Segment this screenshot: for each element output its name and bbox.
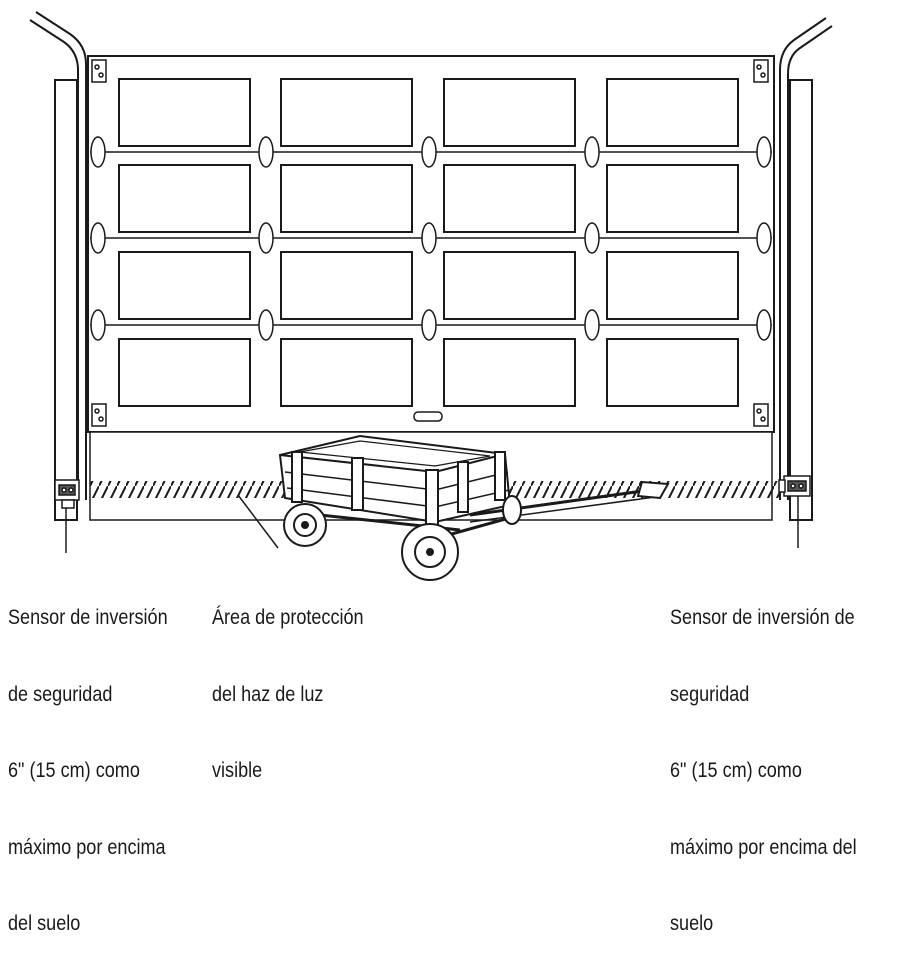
- hinge: [259, 137, 273, 167]
- roller-bracket: [92, 404, 106, 426]
- window-panel: [444, 339, 575, 406]
- window-panel: [119, 79, 250, 146]
- window-panel: [119, 252, 250, 319]
- wagon-wheel-rear: [284, 504, 326, 546]
- window-panel: [444, 252, 575, 319]
- hinge: [585, 137, 599, 167]
- hinge: [757, 137, 771, 167]
- bolt: [757, 409, 761, 413]
- caption-line: 6" (15 cm) como: [670, 759, 802, 782]
- window-panel: [607, 79, 738, 146]
- caption-line: Área de protección: [212, 606, 364, 629]
- window-panel: [607, 252, 738, 319]
- window-panel: [119, 339, 250, 406]
- hinge: [585, 223, 599, 253]
- window-panel: [281, 339, 412, 406]
- window-panel: [281, 252, 412, 319]
- window-panel: [119, 165, 250, 232]
- hinge: [422, 223, 436, 253]
- caption-line: Sensor de inversión de: [670, 606, 855, 629]
- window-panel: [281, 79, 412, 146]
- hinge: [259, 223, 273, 253]
- hinge: [757, 310, 771, 340]
- hinge: [91, 310, 105, 340]
- window-panel: [444, 79, 575, 146]
- wagon-wheel-front: [402, 524, 458, 580]
- right-sensor-caption: [670, 554, 857, 962]
- roller-bracket: [92, 60, 106, 82]
- door-handle: [414, 412, 442, 421]
- bolt: [761, 73, 765, 77]
- bolt: [99, 73, 103, 77]
- caption-line: visible: [212, 759, 263, 782]
- caption-line: de seguridad: [8, 682, 113, 706]
- hinge: [259, 310, 273, 340]
- right-safety-sensor: [779, 476, 810, 496]
- wagon-wheel-front-right: [503, 496, 521, 524]
- caption-line: máximo por encima: [8, 835, 166, 859]
- hinge: [422, 137, 436, 167]
- caption-line: máximo por encima del: [670, 835, 857, 859]
- caption-line: del suelo: [8, 912, 81, 935]
- bolt: [761, 417, 765, 421]
- hinge: [422, 310, 436, 340]
- left-jamb: [55, 80, 77, 520]
- hinge: [91, 223, 105, 253]
- hinge: [757, 223, 771, 253]
- hinge: [585, 310, 599, 340]
- bolt: [757, 65, 761, 69]
- window-panel: [607, 339, 738, 406]
- window-panel: [607, 165, 738, 232]
- roller-bracket: [754, 404, 768, 426]
- caption-line: 6" (15 cm) como: [8, 759, 140, 782]
- left-sensor-caption: [8, 554, 168, 962]
- caption-line: seguridad: [670, 682, 750, 706]
- hinge: [91, 137, 105, 167]
- roller-bracket: [754, 60, 768, 82]
- caption-line: del haz de luz: [212, 682, 324, 706]
- window-panel: [281, 165, 412, 232]
- caption-line: suelo: [670, 912, 714, 935]
- beam-area-caption: [212, 554, 364, 809]
- bolt: [99, 417, 103, 421]
- window-panel: [444, 165, 575, 232]
- caption-line: Sensor de inversión: [8, 606, 168, 629]
- bolt: [95, 65, 99, 69]
- right-jamb: [790, 80, 812, 520]
- bolt: [95, 409, 99, 413]
